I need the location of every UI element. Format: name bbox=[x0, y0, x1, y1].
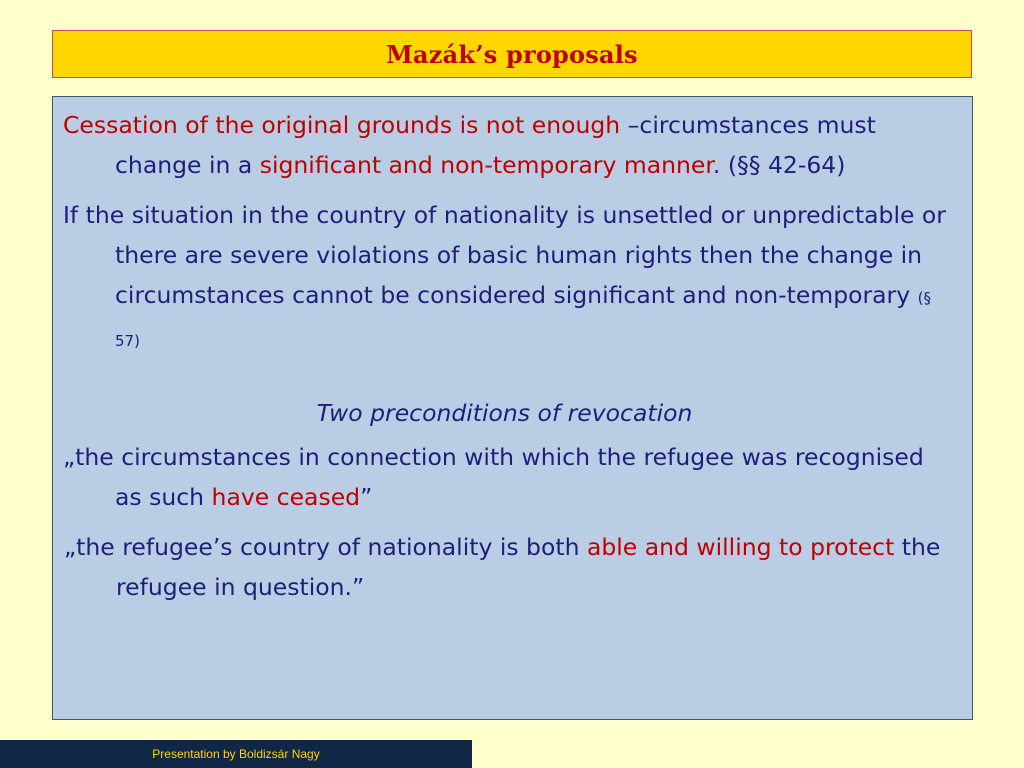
body-text: . (§§ 42-64) bbox=[712, 151, 846, 179]
paragraph-quote-ceased bbox=[63, 437, 946, 517]
emphasis-text: able and willing to protect bbox=[586, 533, 895, 561]
title-box bbox=[52, 30, 972, 78]
footer-bar bbox=[0, 740, 472, 768]
paragraph-cessation bbox=[63, 105, 946, 185]
body-text: „the refugee’s country of nationality is both bbox=[64, 533, 587, 561]
body-text: –circumstances must change in a bbox=[115, 111, 876, 179]
footer-text: Presentation by Boldizsár Nagy bbox=[152, 747, 320, 761]
content-box bbox=[52, 96, 973, 720]
paragraph-situation bbox=[63, 195, 946, 361]
paragraph-quote-protect bbox=[63, 527, 946, 607]
body-text: „the circumstances in connection with which the refugee was recognised as such bbox=[63, 443, 924, 511]
section-reference: (§ 57) bbox=[115, 289, 931, 350]
emphasis-text: have ceased bbox=[211, 483, 361, 511]
subheading: Two preconditions of revocation bbox=[316, 399, 693, 427]
emphasis-text: Cessation of the original grounds is not enough bbox=[63, 111, 621, 139]
slide-title: Mazák’s proposals bbox=[386, 39, 638, 69]
body-text: If the situation in the country of nationality is unsettled or unpredictable or there are severe violations of basic human rights then the change in circumstances cannot be considered significant and non-temporary bbox=[63, 201, 946, 309]
body-text: ” bbox=[360, 483, 373, 511]
emphasis-text: significant and non-temporary manner bbox=[259, 151, 713, 179]
body-text: the refugee in question.” bbox=[116, 533, 941, 601]
